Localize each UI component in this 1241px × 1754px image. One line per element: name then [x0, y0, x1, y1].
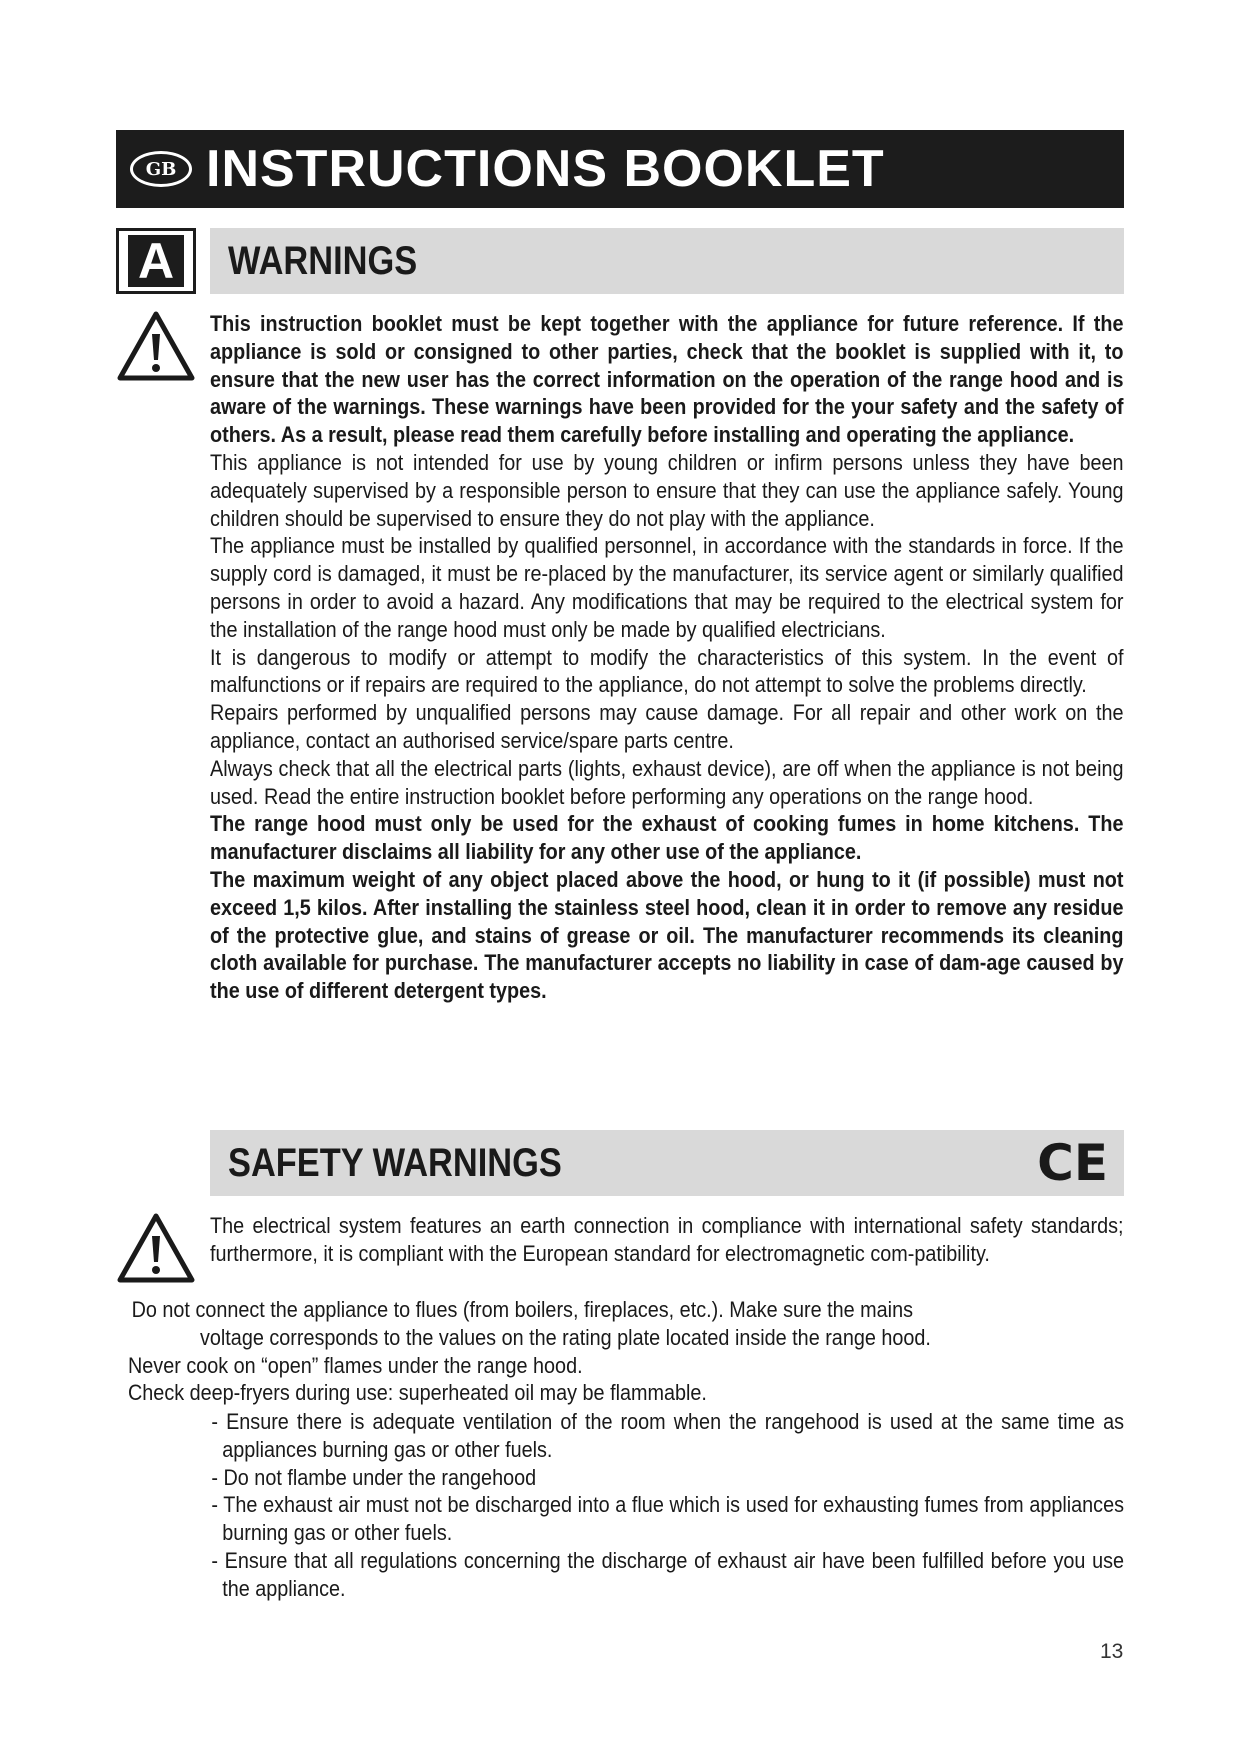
- safety-bullet-4: - Ensure that all regulations concerning the discharge of exhaust air have been fulfilled before you use the appliance.: [211, 1547, 1124, 1601]
- safety-intro-block: [210, 1212, 1124, 1268]
- safety-line-3: Never cook on “open” flames under the range hood.: [128, 1352, 583, 1378]
- safety-warnings-header: [210, 1130, 1124, 1196]
- safety-line-2: voltage corresponds to the values on the rating plate located inside the range hood.: [200, 1324, 931, 1350]
- safety-line-1: Do not connect the appliance to flues (from boilers, fireplaces, etc.). Make sure the mains: [131, 1297, 913, 1322]
- warnings-paragraph-8: The maximum weight of any object placed above the hood, or hung to it (if possible) must not exceed 1,5 kilos. After installing the stainless steel hood, clean it in order to remove any residue of the protective glue, and stains of grease or oil. The manufacturer recommends its cleaning cloth available for purchase. The manufacturer accepts no liability in case of dam-age caused by the use of different detergent types.: [210, 866, 1124, 1004]
- safety-bullet-3: - The exhaust air must not be discharged into a flue which is used for exhausting fumes from appliances burning gas or other fuels.: [211, 1492, 1124, 1546]
- gb-language-badge: GB: [130, 151, 192, 187]
- section-letter-box: [116, 228, 196, 294]
- warnings-header: [210, 228, 1124, 294]
- warnings-heading: WARNINGS: [228, 238, 418, 283]
- warnings-paragraph-5: Repairs performed by unqualified persons may cause damage. For all repair and other work on the appliance, contact an authorised service/spare parts centre.: [210, 700, 1124, 753]
- safety-bullet-2: - Do not flambe under the rangehood: [211, 1464, 537, 1490]
- warnings-paragraph-4: It is dangerous to modify or attempt to modify the characteristics of this system. In the event of malfunctions or if repairs are required to the appliance, do not attempt to solve the problems directly.: [210, 644, 1124, 698]
- ce-mark: CE: [1037, 1134, 1108, 1192]
- safety-warnings-heading: SAFETY WARNINGS: [228, 1140, 562, 1185]
- page-number: 13: [1100, 1640, 1124, 1663]
- warnings-paragraph-6: Always check that all the electrical parts (lights, exhaust device), are off when the appliance is not being used. Read the entire instruction booklet before performing any operations on the range hood.: [210, 755, 1124, 809]
- section-letter: A: [128, 235, 184, 287]
- warning-triangle-icon: [116, 1212, 196, 1284]
- warning-triangle-icon: [116, 310, 196, 382]
- title-bar: [116, 130, 1124, 208]
- warnings-paragraph-1: This instruction booklet must be kept together with the appliance for future reference. If the appliance is sold or consigned to other parties, check that the booklet is supplied with it, to ensure that the new user has the correct information on the operation of the range hood and is aware of the warnings. These warnings have been provided for the your safety and the safety of others. As a result, please read them carefully before installing and operating the appliance.: [210, 311, 1124, 448]
- safety-line-4: Check deep-fryers during use: superheated oil may be flammable.: [128, 1380, 707, 1406]
- warnings-paragraph-3: The appliance must be installed by qualified personnel, in accordance with the standards in force. If the supply cord is damaged, it must be re-placed by the manufacturer, its service agent or similarly qualified persons in order to avoid a hazard. Any modifications that may be required to the electrical system for the installation of the range hood must only be made by qualified electricians.: [210, 533, 1124, 642]
- safety-bullet-1: - Ensure there is adequate ventilation of the room when the rangehood is used at the same time as appliances burning gas or other fuels.: [211, 1409, 1124, 1462]
- page-title: INSTRUCTIONS BOOKLET: [206, 140, 885, 198]
- warnings-paragraph-7: The range hood must only be used for the exhaust of cooking fumes in home kitchens. The manufacturer disclaims all liability for any other use of the appliance.: [210, 811, 1124, 865]
- warnings-text: [210, 310, 1124, 1005]
- safety-lines: [128, 1296, 1128, 1407]
- warnings-paragraph-2: This appliance is not intended for use by young children or infirm persons unless they have been adequately supervised by a responsible person to ensure that they can use the appliance safely. Young children should be supervised to ensure they do not play with the appliance.: [210, 449, 1124, 531]
- safety-intro: The electrical system features an earth connection in compliance with international safety standards; furthermore, it is compliant with the European standard for electromagnetic com-patibility.: [210, 1213, 1124, 1266]
- safety-bullets: [206, 1408, 1124, 1603]
